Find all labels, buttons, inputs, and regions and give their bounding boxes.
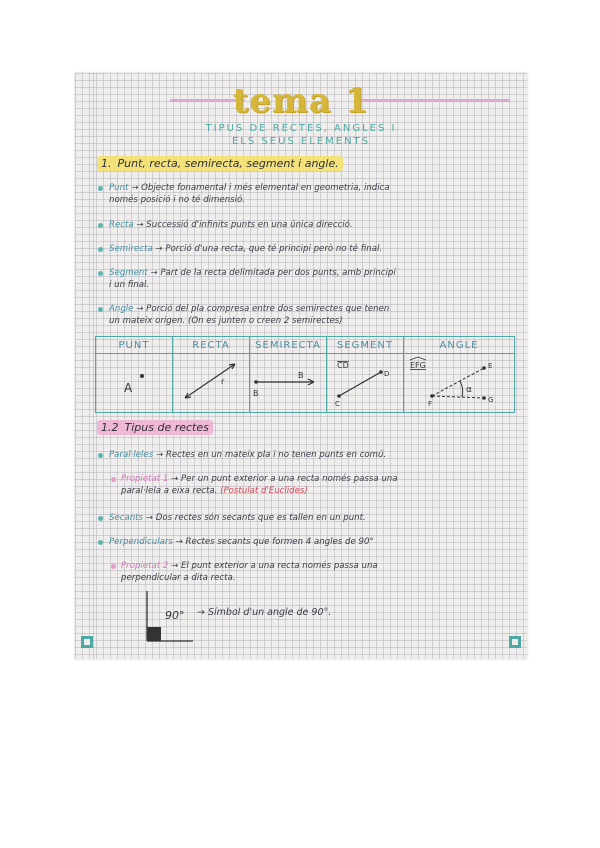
bullet-icon: [98, 247, 103, 252]
header-recta: RECTA: [173, 337, 250, 354]
definition-text: Per un punt exterior a una recta només passa una: [180, 474, 398, 484]
cell-punt: [96, 354, 173, 413]
bullet-icon: [98, 186, 103, 191]
angle-name: EFG: [410, 361, 426, 370]
figures-header-row: [96, 337, 515, 354]
ray-label-start: B: [253, 389, 259, 398]
definition-note: (Postulat d'Euclides): [220, 486, 308, 496]
definition-secants: [109, 512, 366, 524]
segment-end-d: [379, 370, 383, 374]
term-secants: Secants: [109, 513, 144, 523]
bullet-icon: [111, 477, 116, 482]
section-1-number: 1.: [101, 157, 112, 170]
definition-text: Rectes secants que formen 4 angles de 90°: [185, 537, 374, 547]
section-1-heading: [97, 157, 343, 170]
bullet-icon: [98, 453, 103, 458]
bullet-icon: [111, 564, 116, 569]
term-paraleles: Paral·leles: [109, 450, 154, 460]
point-drawing: [96, 354, 172, 408]
arrow-icon: →: [136, 304, 144, 314]
definition-text: Dos rectes són secants que es tallen en un punt.: [155, 513, 366, 523]
angle-drawing: [404, 354, 514, 408]
term-propietat-1: Propietat 1: [121, 474, 169, 484]
corner-bracket-icon: [509, 636, 521, 648]
header-punt: PUNT: [96, 337, 173, 354]
line-label: r: [221, 377, 225, 386]
angle-label-e: E: [488, 362, 493, 370]
symbol-caption: [197, 607, 331, 619]
term-propietat-2: Propietat 2: [121, 561, 169, 571]
segment-label-d: D: [384, 370, 390, 378]
figures-table: [95, 336, 515, 413]
definition-angle: [109, 303, 389, 327]
arrow-icon: →: [175, 537, 183, 547]
definition-text: Part de la recta delimitada per dos punts, amb principi: [160, 268, 396, 278]
arrow-icon: →: [150, 268, 158, 278]
definition-note: (On es junten o creen 2 semirectes): [187, 316, 343, 326]
section-1-title: Punt, recta, semirecta, segment i angle.: [117, 157, 339, 170]
angle-arc: [460, 381, 463, 397]
term-semirecta: Semirecta: [109, 244, 153, 254]
term-angle: Angle: [109, 304, 134, 314]
definition-text: paral·lela a eixa recta.: [121, 486, 218, 496]
definition-text: El punt exterior a una recta només passa una: [180, 561, 378, 571]
term-recta: Recta: [109, 220, 134, 230]
header-segment: SEGMENT: [327, 337, 404, 354]
property-2: [121, 560, 378, 584]
definition-paraleles: [109, 449, 386, 461]
definition-text: Successió d'infinits punts en una única direcció.: [146, 220, 353, 230]
line-drawing: [173, 354, 249, 408]
bullet-icon: [98, 540, 103, 545]
right-angle-symbol: [135, 587, 195, 645]
definition-text: perpendicular a dita recta.: [121, 573, 236, 583]
segment-end-c: [337, 394, 341, 398]
corner-bracket-icon: [81, 636, 93, 648]
figures-drawing-row: [96, 354, 515, 413]
cell-angle: [404, 354, 515, 413]
cell-recta: [173, 354, 250, 413]
angle-label-alpha: α: [466, 385, 472, 395]
right-angle-label: 90°: [165, 609, 185, 622]
angle-point-g: [482, 396, 486, 400]
point-dot: [140, 374, 144, 378]
section-2-heading: [97, 421, 213, 434]
ray-origin-dot: [254, 380, 258, 384]
arrow-icon: →: [131, 183, 139, 193]
definition-perpendiculars: [109, 536, 374, 548]
bullet-icon: [98, 516, 103, 521]
section-2-title: Tipus de rectes: [124, 421, 209, 434]
notebook-page: [75, 73, 527, 659]
margin-line: [93, 73, 94, 659]
arrow-icon: →: [155, 450, 164, 460]
segment-name: CD: [337, 361, 349, 370]
ray-drawing: [250, 354, 326, 408]
symbol-caption-text: Símbol d'un angle de 90°.: [208, 607, 332, 618]
definition-text: Porció del pla compresa entre dos semirectes que tenen: [146, 304, 390, 314]
bullet-icon: [98, 271, 103, 276]
term-perpendiculars: Perpendiculars: [109, 537, 173, 547]
angle-vertex-f: [430, 394, 434, 398]
angle-ray-fe: [432, 368, 484, 396]
arrow-icon: →: [155, 244, 163, 254]
angle-ray-fg: [432, 396, 484, 398]
header-angle: ANGLE: [404, 337, 515, 354]
right-angle-square: [147, 627, 161, 641]
definition-text: Rectes en un mateix pla i no tenen punts en comú.: [165, 450, 387, 460]
definition-text: Porció d'una recta, que té principi però no té final.: [165, 244, 383, 254]
arrow-icon: →: [171, 474, 179, 484]
definition-segment: [109, 267, 396, 291]
term-segment: Segment: [109, 268, 148, 278]
ray-label-end: B: [298, 371, 304, 380]
angle-label-f: F: [428, 400, 433, 408]
definition-text: i un final.: [109, 280, 150, 290]
section-2-number: 1.2: [101, 421, 119, 434]
cell-semirecta: [250, 354, 327, 413]
angle-hat-icon: [410, 357, 426, 360]
line-stroke: [185, 364, 235, 398]
header-semirecta: SEMIRECTA: [250, 337, 327, 354]
cell-segment: [327, 354, 404, 413]
point-label: A: [124, 381, 133, 395]
term-punt: Punt: [109, 183, 129, 193]
definition-punt: [109, 182, 390, 206]
subtitle-line-2: ELS SEUS ELEMENTS: [231, 136, 371, 147]
definition-semirecta: [109, 243, 382, 255]
segment-stroke: [339, 372, 381, 396]
arrow-icon: →: [136, 220, 144, 230]
angle-label-g: G: [488, 396, 494, 404]
segment-drawing: [327, 354, 403, 408]
arrow-icon: →: [145, 513, 153, 523]
definition-recta: [109, 219, 353, 231]
property-1: [121, 473, 397, 497]
arrow-icon: →: [197, 607, 205, 618]
definition-text: un mateix origen.: [109, 316, 186, 326]
definition-text: només posició i no té dimensió.: [109, 195, 245, 205]
page-title: tema 1: [232, 81, 370, 121]
arrow-icon: →: [171, 561, 179, 571]
bullet-icon: [98, 307, 103, 312]
angle-point-e: [482, 366, 486, 370]
definition-text: Objecte fonamental i més elemental en geometria, indica: [141, 183, 390, 193]
segment-label-c: C: [335, 400, 340, 408]
subtitle-line-1: TIPUS DE RECTES, ANGLES I: [205, 123, 397, 134]
bullet-icon: [98, 223, 103, 228]
